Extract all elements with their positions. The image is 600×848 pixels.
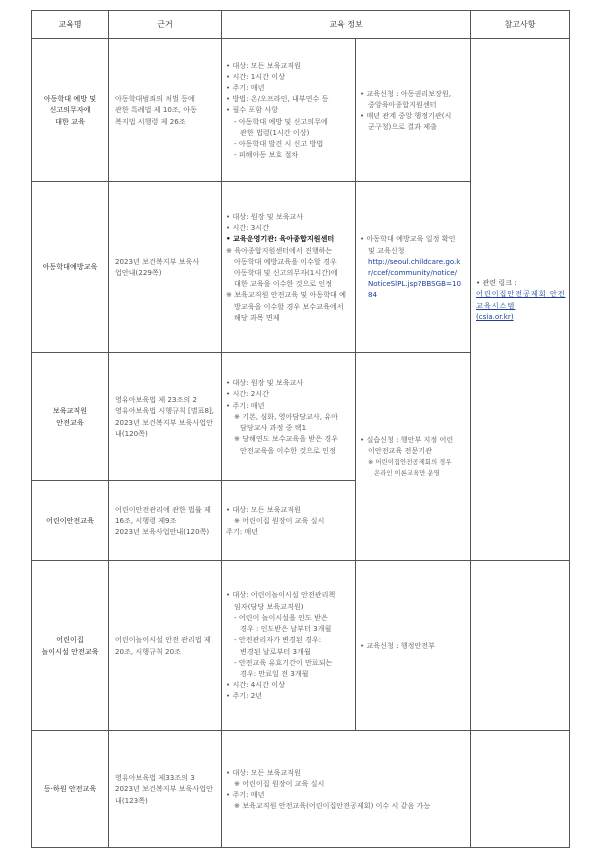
basis-text: 아동학대범죄의 처벌 등에 xyxy=(115,94,195,104)
education-name: 신고의무자에 xyxy=(49,105,91,115)
info-line: 담당교사 과정 중 택1 xyxy=(240,423,307,433)
info-line: 아동학대 예방교육을 이수할 경우 xyxy=(234,256,337,266)
basis-text: 어린이안전관리에 관한 법률 제 xyxy=(115,504,211,514)
basis-cell xyxy=(109,39,222,182)
basis-cell xyxy=(109,481,222,561)
info-line: • 시간: 1시간 이상 xyxy=(226,71,285,81)
education-name-cell xyxy=(32,731,109,848)
info-detail-cell xyxy=(222,182,356,353)
education-name: 아동학대예방교육 xyxy=(42,262,98,272)
info-line: • 주기: 2년 xyxy=(226,691,263,701)
info-line: 방교육을 이수할 경우 보수교육에서 xyxy=(234,301,344,311)
info-line: ※ 보육교직원 안전교육(어린이집안전공제회) 이수 시 같음 가능 xyxy=(234,801,431,811)
info-line: • 시간: 3시간 xyxy=(226,223,270,233)
info-line: • 대상: 어린이놀이시설 안전관리책 xyxy=(226,590,336,600)
info-line: - 피해아동 보호 절차 xyxy=(234,150,299,160)
apply-line: 중앙육아종합지원센터 xyxy=(368,99,437,109)
reference-cell xyxy=(471,39,570,561)
info-line: 관한 법령(1시간 이상) xyxy=(240,127,310,137)
basis-cell xyxy=(109,731,222,848)
info-line: 변경된 날로부터 3개월 xyxy=(240,646,311,656)
basis-text: 2023년 보건복지부 보육사업안 xyxy=(115,417,213,427)
info-line: 해당 과목 면제 xyxy=(234,312,280,322)
info-line: - 안전교육 유효기간이 만료되는 xyxy=(234,657,333,667)
education-name-cell xyxy=(32,353,109,481)
info-detail-cell xyxy=(222,39,356,182)
table-row xyxy=(32,561,570,731)
info-line: • 대상: 원장 및 보육교사 xyxy=(226,378,304,388)
apply-line: • 매년 관계 중앙 행정기관(시 xyxy=(360,111,452,120)
apply-line: 군구청)으로 결과 제출 xyxy=(368,122,437,132)
education-name: 어린이안전교육 xyxy=(46,515,94,525)
education-name: 놀이시설 안전교육 xyxy=(41,646,99,656)
info-detail-cell xyxy=(222,731,471,848)
info-apply-cell xyxy=(356,39,471,182)
info-line: • 시간: 2시간 xyxy=(226,389,270,399)
info-line: • 주기: 매년 xyxy=(226,82,265,92)
info-line: 대한 교육을 이수한 것으로 인정 xyxy=(234,279,333,289)
basis-text: 내(120쪽) xyxy=(115,428,148,438)
info-detail-cell xyxy=(222,481,356,561)
info-line: ※ 기본, 심화, 영아담당교사, 유아 xyxy=(234,411,338,421)
info-line: • 주기: 매년 xyxy=(226,400,265,410)
basis-text: 영유아보육법 시행규칙 [별표8], xyxy=(115,406,215,416)
education-name-cell xyxy=(32,561,109,731)
reference-cell-empty xyxy=(471,731,570,848)
info-line: ※ 당해연도 보수교육을 받은 경우 xyxy=(234,434,339,444)
info-line: • 교육운영기관: 육아종합지원센터 xyxy=(226,234,335,244)
apply-line: 이안전교육 전문기관 xyxy=(368,446,432,456)
basis-text: 2023년 보건복지부 보육사업안 xyxy=(115,784,213,794)
safety-system-url[interactable]: (csia.or.kr) xyxy=(476,311,514,321)
reference-cell-empty xyxy=(471,561,570,731)
education-name-cell xyxy=(32,481,109,561)
education-name: 등·하원 안전교육 xyxy=(43,784,97,794)
basis-text: 2023년 보육사업안내(120쪽) xyxy=(115,527,210,537)
info-line: ※ 보육교직원 안전교육 및 아동학대 예 xyxy=(226,290,347,300)
education-name: 아동학대 예방 및 xyxy=(43,94,97,104)
basis-cell xyxy=(109,561,222,731)
info-line: • 대상: 모든 보육교직원 xyxy=(226,60,302,70)
notice-url-line[interactable]: NoticeSlPL.jsp?BBSGB=10 xyxy=(368,279,462,289)
table-row xyxy=(32,39,570,182)
basis-text: 20조, 시행규칙 20조 xyxy=(115,646,181,656)
apply-line: • 실습신청 : 행안부 지정 어린 xyxy=(360,435,454,445)
education-name: 안전교육 xyxy=(56,417,84,427)
info-line: 임자(담당 보육교직원) xyxy=(234,601,304,611)
info-line: • 주기: 매년 xyxy=(226,790,265,799)
notice-url-line[interactable]: http://seoul.childcare.go.k xyxy=(368,256,461,266)
apply-line: • 아동학대 예방교육 일정 확인 xyxy=(360,234,456,244)
basis-text: 업안내(229쪽) xyxy=(115,268,162,277)
info-detail-cell xyxy=(222,353,356,481)
basis-text: 내(123쪽) xyxy=(115,795,148,805)
education-name: 보육교직원 xyxy=(52,406,88,416)
info-line: • 필수 포함 사항 xyxy=(226,105,279,115)
info-line: 안전교육을 이수한 것으로 인정 xyxy=(240,445,336,455)
info-apply-cell xyxy=(356,353,471,561)
safety-system-link[interactable]: 어린이집안전공제회 안전교육시스템 xyxy=(476,289,566,310)
basis-text: 복지법 시행령 제 26조 xyxy=(115,116,186,126)
basis-cell xyxy=(109,182,222,353)
info-apply-cell xyxy=(356,561,471,731)
info-line: 경우 : 인도받은 날부터 3개월 xyxy=(240,624,332,634)
basis-text: 관한 특례법 제 10조, 아동 xyxy=(115,105,197,115)
notice-url-line[interactable]: r/ccef/community/notice/ xyxy=(368,268,457,277)
ref-label: • 관련 링크 : xyxy=(476,278,517,288)
info-line: ※ 어린이집 원장이 교육 실시 xyxy=(234,515,325,525)
basis-text: 어린이놀이시설 안전 관리법 제 xyxy=(115,635,211,645)
info-line: 아동학대 및 신고의무자(1시간)에 xyxy=(234,268,338,277)
header-reference: 참고사항 xyxy=(471,11,570,39)
info-line: • 시간: 4시간 이상 xyxy=(226,680,285,690)
apply-line: • 교육신청 : 행정안전부 xyxy=(360,640,436,650)
education-name: 어린이집 xyxy=(56,635,84,645)
apply-line: 온라인 이론교육만 운영 xyxy=(374,468,440,477)
info-line: - 아동학대 발견 시 신고 방법 xyxy=(234,139,324,148)
basis-text: 16조, 시행령 제9조 xyxy=(115,515,177,525)
header-education-info: 교육 정보 xyxy=(222,11,471,39)
info-line: • 대상: 모든 보육교직원 xyxy=(226,767,302,777)
basis-text: 영유아보육법 제 23조의 2 xyxy=(115,395,197,405)
apply-line: ※ 어린이집안전공제회의 경우 xyxy=(368,457,452,466)
header-basis: 근거 xyxy=(109,11,222,39)
header-row xyxy=(32,11,570,39)
apply-line: 및 교육신청 xyxy=(368,245,405,255)
info-line: - 어린이 놀이시설을 인도 받은 xyxy=(234,612,328,622)
info-line: ※ 어린이집 원장이 교육 실시 xyxy=(234,778,325,788)
info-line: • 대상: 모든 보육교직원 xyxy=(226,504,302,514)
info-detail-cell xyxy=(222,561,356,731)
info-line: • 대상: 원장 및 보육교사 xyxy=(226,211,304,221)
education-name-cell xyxy=(32,39,109,182)
basis-text: 영유아보육법 제33조의 3 xyxy=(115,773,195,783)
education-name-cell xyxy=(32,182,109,353)
info-line: - 아동학대 예방 및 신고의무에 xyxy=(234,116,328,126)
info-line: ※ 육아종합지원센터에서 진행하는 xyxy=(226,245,333,255)
basis-text: 2023년 보건복지부 보육사 xyxy=(115,256,200,266)
notice-url-line[interactable]: 84 xyxy=(368,290,378,300)
info-apply-cell xyxy=(356,182,471,353)
info-line: - 안전관리자가 변경된 경우: xyxy=(234,635,322,645)
info-line: 주기: 매년 xyxy=(226,527,259,537)
header-education-name: 교육명 xyxy=(32,11,109,39)
education-table xyxy=(31,10,570,848)
education-name: 대한 교육 xyxy=(55,116,85,126)
info-line: • 방법: 온/오프라인, 내부연수 등 xyxy=(226,94,329,104)
table-row xyxy=(32,731,570,848)
info-line: 경우: 만료일 전 3개월 xyxy=(240,668,309,678)
basis-cell xyxy=(109,353,222,481)
apply-line: • 교육신청 : 아동권리보장원, xyxy=(360,88,451,98)
